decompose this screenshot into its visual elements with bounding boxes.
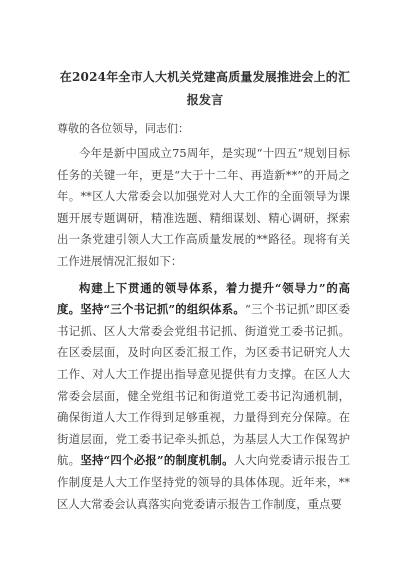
section-heading: 构建上下贯通的领导体系，着力提升“领导力”的高度。 — [57, 280, 350, 317]
section-paragraph — [57, 278, 350, 516]
document-title: 在2024年全市人大机关党建高质量发展推进会上的汇报发言 — [59, 70, 351, 107]
document-body — [57, 143, 350, 515]
section-body-text-2: 人大向党委请示报告工作制度是人大工作坚持党的领导的具体体现。近年来，**区人大常委会认真落实向党委请示报告工作制度，重点要 — [57, 453, 350, 511]
salutation: 尊敬的各位领导，同志们： — [57, 122, 189, 135]
section-body-text: “三个书记抓”即区委书记抓、区人大常委会党组书记抓、街道党工委书记抓。在区委层面，及时向区委汇报工作，为区委书记研究人大工作、对人大工作提出指导意见提供有力支撑。在区人大常委会层面，健全党组书记和街道党工委书记沟通机制，确保街道人大工作得到足够重视，力量得到充分保障。在街道层面，党工委书记牵头抓总，为基层人大工作保驾护航。 — [57, 302, 350, 468]
intro-paragraph: 今年是新中国成立75周年，是实现“十四五”规划目标任务的关键一年，更是“大于十二年、再造新**”的开局之年。**区人大常委会以加强党对人大工作的全面领导为课题开展专题调研，精准选题、精细谋划、精心调研，探索出一条党建引领人大工作高质量发展的**路径。现将有关工作进展情况汇报如下： — [57, 146, 350, 268]
subsection-heading: 坚持“三个书记抓”的组织体系。 — [80, 302, 246, 317]
subsection-heading-2: 坚持“四个必报”的制度机制。 — [80, 453, 234, 468]
